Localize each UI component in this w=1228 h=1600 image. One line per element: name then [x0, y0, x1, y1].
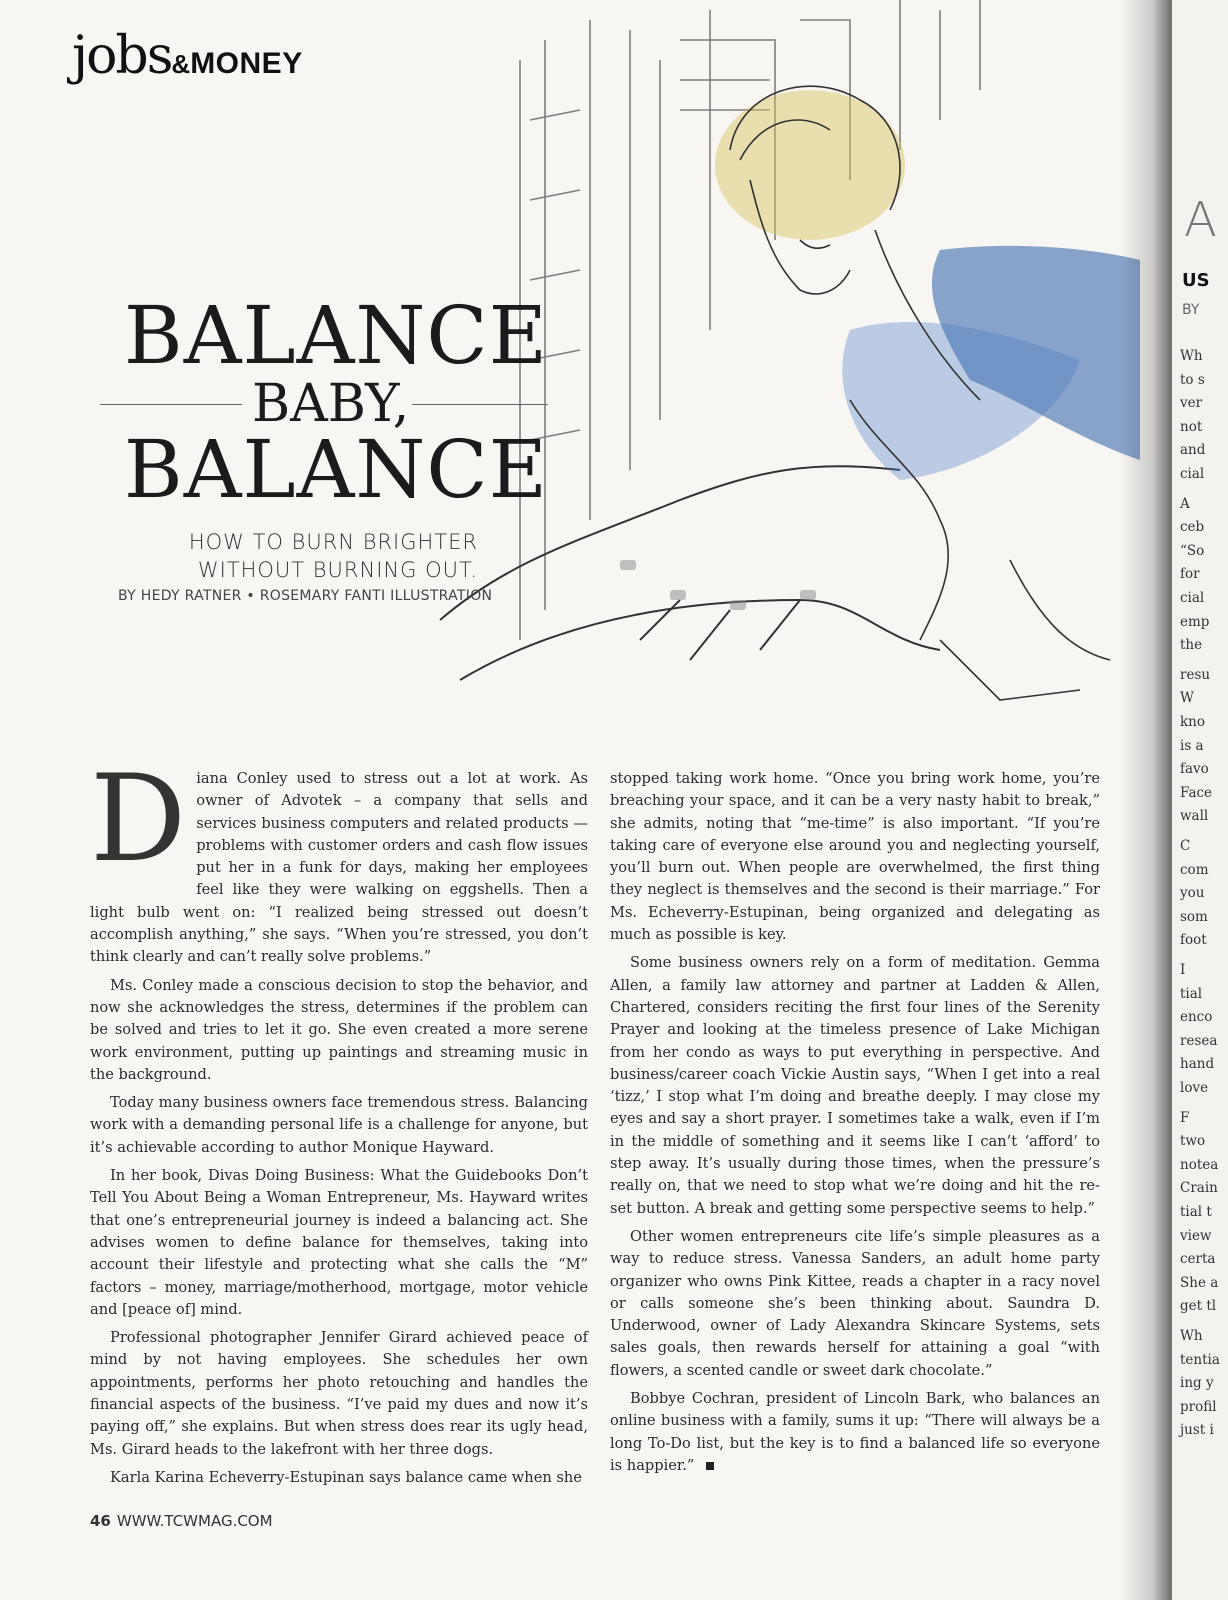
paragraph: [610, 1388, 1100, 1477]
headline-line-2: BABY,: [252, 374, 410, 434]
facing-page-text-fragment: resu: [1180, 666, 1211, 683]
body-column-1: [90, 750, 588, 1495]
byline: BY HEDY RATNER • ROSEMARY FANTI ILLUSTRATION: [118, 588, 493, 604]
dek-line-1: HOW TO BURN BRIGHTER: [188, 530, 478, 554]
facing-page-text-fragment: Face: [1180, 784, 1213, 801]
facing-page-text-fragment: notea: [1180, 1156, 1219, 1173]
end-of-article-mark: [706, 1462, 714, 1470]
facing-page-text-fragment: foot: [1180, 932, 1207, 949]
headline-rule-left: [100, 404, 242, 405]
facing-page-text-fragment: I: [1180, 962, 1186, 978]
facing-page-text-fragment: ceb: [1180, 519, 1205, 536]
paragraph-text: Bobbye Cochran, president of Lincoln Bark, who balances an online business with a family, sums it up: “There will always be a long To-Do list, but the key is to find a balanced life so everyone is happier.”: [610, 1390, 1100, 1474]
facing-page-text-fragment: com: [1180, 861, 1209, 878]
paragraph: Other women entrepreneurs cite life’s simple pleasures as a way to reduce stress. Vanessa Sanders, an adult home party organizer who owns Pink Kittee, reads a chapter in a racy novel or calls someone she’s been thinking about. Saundra D. Underwood, owner of Lady Alexandra Skincare Systems, sets sales goals, then rewards herself for attaining a goal “with flowers, a scented candle or sweet dark chocolate.”: [610, 1227, 1100, 1379]
facing-page-text-fragment: two: [1180, 1133, 1206, 1150]
facing-page-text-fragment: for: [1180, 566, 1200, 583]
paragraph: Some business owners rely on a form of meditation. Gemma Allen, a family law attorney and partner at Ladden & Allen, Chartered, considers reciting the first four lines of the Serenity Prayer and looking at the timeless presence of Lake Michigan from her condo as ways to put everything in perspective. And business/career coach Vickie Austin says, “When I get into a real ‘tizz,’ I stop what I’m doing and breathe deeply. I may close my eyes and say a short prayer. I sometimes take a walk, even if I’m in the middle of something and it seems like I can’t ‘afford’ to step away. It’s usually during those times, when the pressure’s really on, that we need to stop what we’re doing and hit the re-set button. A break and getting some perspective seems to help.”: [610, 954, 1100, 1217]
facing-page-text-fragment: ing y: [1180, 1375, 1214, 1392]
facing-page-text-fragment: view: [1180, 1227, 1212, 1244]
facing-page-text-fragment: tial: [1180, 985, 1203, 1002]
facing-page-letter: A: [1184, 192, 1217, 248]
page-number: 46: [90, 1512, 111, 1530]
paragraph: In her book, Divas Doing Business: What the Guidebooks Don’t Tell You About Being a Woman Entrepreneur, Ms. Hayward writes that one’s entrepreneurial journey is indeed a balancing act. She advises women to define balance for themselves, taking into account their lifestyle and protecting what she calls the “M” factors – money, marriage/motherhood, mortgage, motor vehicle and [peace of] mind.: [90, 1167, 588, 1318]
paragraph-text: iana Conley used to stress out a lot at work. As owner of Advotek – a company that sells and services business computers and related products — problems with customer orders and cash flow issues put her in a funk for days, making her employees feel like they were walking on eggshells. Then a light bulb went on: “I realized being stressed out doesn’t accomplish anything,” she says. “When you’re stressed, you don’t think clearly and can’t really solve problems.”: [90, 770, 588, 966]
section-ampersand: &: [171, 49, 191, 79]
facing-page-text-fragment: hand: [1180, 1056, 1215, 1073]
facing-page-text-fragment: A: [1180, 495, 1190, 512]
facing-page-text-fragment: not: [1180, 418, 1203, 435]
facing-page-text-fragment: som: [1180, 908, 1208, 925]
facing-page-text-fragment: you: [1180, 885, 1205, 902]
dek-line-2: WITHOUT BURNING OUT.: [197, 558, 478, 582]
page-gutter-shadow: [1120, 0, 1180, 1600]
facing-page-text-fragment: resea: [1180, 1032, 1218, 1049]
facing-page-text-fragment: cial: [1180, 590, 1205, 606]
headline-rule-right: [412, 404, 548, 405]
facing-page-text-fragment: C: [1180, 838, 1191, 854]
facing-page-text-fragment: tentia: [1180, 1351, 1220, 1368]
facing-page-text-fragment: get tl: [1180, 1298, 1217, 1315]
facing-page-text-fragment: enco: [1180, 1009, 1213, 1026]
facing-page-text-fragment: She a: [1180, 1274, 1219, 1291]
paragraph: Today many business owners face tremendous stress. Balancing work with a demanding personal life is a challenge for anyone, but it’s achievable according to author Monique Hayward.: [90, 1094, 588, 1156]
paragraph: Professional photographer Jennifer Girard achieved peace of mind by not having employees. She schedules her own appointments, performs her photo retouching and handles the financial aspects of the business. “I’ve paid my dues and now it’s paying off,” she explains. But when stress does rear its ugly head, Ms. Girard heads to the lakefront with her three dogs.: [90, 1329, 588, 1458]
facing-page-text-fragment: cial: [1180, 466, 1205, 482]
facing-page-text-fragment: is a: [1180, 737, 1204, 754]
paragraph: Karla Karina Echeverry-Estupinan says balance came when she: [110, 1468, 582, 1486]
facing-page-text-fragment: tial t: [1180, 1204, 1212, 1220]
facing-page-text-fragment: favo: [1180, 761, 1209, 778]
facing-page-text-fragment: just i: [1180, 1422, 1214, 1439]
facing-page-text-fragment: and: [1180, 442, 1206, 459]
facing-page-text-fragment: Wh: [1180, 348, 1203, 364]
page-folio: [90, 1512, 273, 1530]
website-url: WWW.TCWMAG.COM: [116, 1512, 273, 1530]
facing-page-byline: BY: [1182, 302, 1200, 318]
facing-page-text-fragment: wall: [1180, 808, 1209, 825]
facing-page-text-fragment: W: [1180, 690, 1194, 707]
paragraph: stopped taking work home. “Once you bring work home, you’re breaching your space, and it can be a very nasty habit to break,” she admits, noting that “me-time” is also important. “If you’re taking care of everyone else around you and neglecting yourself, you’ll burn out. When people are overwhelmed, the first thing they neglect is themselves and the second is their marriage.” For Ms. Echeverry-Estupinan, being organized and delegating as much as possible is key.: [610, 770, 1100, 944]
facing-page-text-fragment: emp: [1180, 613, 1210, 630]
facing-page-text-fragment: ver: [1180, 395, 1203, 412]
paragraph: Ms. Conley made a conscious decision to stop the behavior, and now she acknowledges the stress, determines if the problem can be solved and tries to let it go. She even created a more serene work environment, putting up paintings and streaming music in the background.: [90, 976, 588, 1083]
facing-page-text-fragment: to s: [1180, 371, 1205, 388]
facing-page-heading: US: [1182, 270, 1210, 291]
section-money: MONEY: [190, 47, 303, 80]
headline-line-1: BALANCE: [123, 289, 548, 382]
headline-line-3: BALANCE: [123, 423, 548, 516]
facing-page-text-fragment: love: [1180, 1080, 1209, 1096]
drop-cap: D: [90, 750, 187, 889]
facing-page-text-fragment: kno: [1180, 714, 1206, 730]
section-masthead: [72, 26, 303, 86]
facing-page-edge: [1172, 0, 1228, 1600]
facing-page-text-fragment: “So: [1180, 542, 1205, 559]
section-jobs: jobs: [72, 26, 172, 86]
facing-page-text-fragment: certa: [1180, 1251, 1216, 1268]
facing-page-text-fragment: Crain: [1180, 1180, 1218, 1197]
paragraph: [90, 750, 588, 969]
facing-page-text-fragment: profil: [1180, 1398, 1217, 1415]
facing-page-text-fragment: the: [1180, 637, 1203, 654]
facing-page-text-fragment: F: [1180, 1109, 1190, 1126]
body-column-2: [610, 768, 1100, 1483]
facing-page-text-fragment: Wh: [1180, 1328, 1203, 1344]
